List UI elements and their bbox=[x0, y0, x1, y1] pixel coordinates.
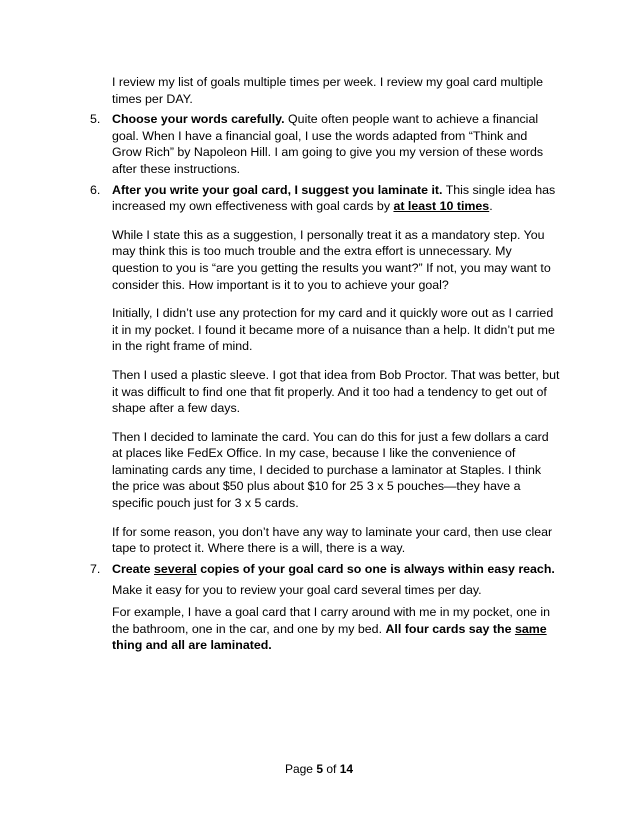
item-7-example-text: For example, I have a goal card that I carry around with me in my pocket, one in the bathroom, one in the car, and one by my bed. bbox=[112, 605, 551, 636]
item-6-heading: After you write your goal card, I suggest you laminate it. bbox=[112, 182, 443, 197]
item-7-heading-b: copies of your goal card so one is always within easy reach. bbox=[196, 561, 555, 576]
item-5-heading: Choose your words carefully. bbox=[112, 112, 285, 127]
item-6-paragraph-tape: If for some reason, you don’t have any way to laminate your card, then use clear tape to protect it. Where there is a will, there is a way. bbox=[112, 524, 553, 556]
footer-page-number: 5 bbox=[316, 762, 323, 776]
list-item-number: 5. bbox=[90, 112, 101, 127]
list-item-number: 7. bbox=[90, 561, 101, 576]
list-item-6 bbox=[90, 182, 560, 557]
list-item-7 bbox=[90, 561, 560, 654]
item-6-paragraph bbox=[112, 182, 560, 215]
page-content bbox=[90, 74, 560, 654]
intro-paragraph: I review my list of goals multiple times per week. I review my goal card multiple times per DAY. bbox=[112, 75, 544, 106]
item-6-emphasis: at least 10 times bbox=[393, 199, 490, 214]
list-item-5 bbox=[90, 111, 560, 177]
item-6-paragraph-sleeve: Then I used a plastic sleeve. I got that idea from Bob Proctor. That was better, but it was difficult to find one that fit properly. And it too had a tendency to get out of shape after a few days. bbox=[112, 367, 560, 416]
item-6-paragraph-laminate: Then I decided to laminate the card. You can do this for just a few dollars a card at places like FedEx Office. In my case, because I like the convenience of laminating cards any time, I decided to purchase a laminator at Staples. I think the price was about $50 plus about $10 for 25 3 x 5 pouches—they have a specific pouch just for 3 x 5 cards. bbox=[112, 429, 549, 511]
footer-page-word: Page bbox=[284, 762, 317, 776]
item-6-text: This single idea has increased my own effectiveness with goal cards by bbox=[112, 182, 556, 214]
item-7-bold-a: All four cards say the bbox=[385, 621, 515, 636]
item-6-text-end: . bbox=[489, 199, 493, 214]
item-7-paragraph-example bbox=[112, 604, 560, 654]
item-7-bold-b: thing and all are laminated. bbox=[112, 638, 272, 653]
item-7-heading-underlined: several bbox=[154, 561, 197, 576]
page-footer bbox=[0, 761, 638, 778]
footer-of-word: of bbox=[323, 762, 340, 776]
item-6-paragraph-initially: Initially, I didn’t use any protection for my card and it quickly wore out as I carried it in my pocket. I found it became more of a nuisance than a help. It didn’t put me in the right frame of mind. bbox=[112, 306, 555, 354]
item-7-paragraph-easy: Make it easy for you to review your goal card several times per day. bbox=[112, 583, 482, 598]
item-5-text: Quite often people want to achieve a financial goal. When I have a financial goal, I use the words adapted from “Think and Grow Rich” by Napoleon Hill. I am going to give you my version of these words after these instructions. bbox=[112, 112, 544, 176]
item-7-bold-underlined: same bbox=[514, 621, 547, 636]
list-item-number: 6. bbox=[90, 182, 101, 197]
footer-total-pages: 14 bbox=[339, 762, 354, 776]
item-7-heading bbox=[112, 561, 560, 578]
item-6-paragraph-suggestion: While I state this as a suggestion, I personally treat it as a mandatory step. You may think this is too much trouble and the extra effort is unnecessary. My question to you is “are you getting the results you want?” If not, you may want to consider this. How important is it to you to achieve your goal? bbox=[112, 227, 551, 292]
item-5-paragraph bbox=[112, 111, 560, 177]
item-7-heading-a: Create bbox=[112, 561, 155, 576]
